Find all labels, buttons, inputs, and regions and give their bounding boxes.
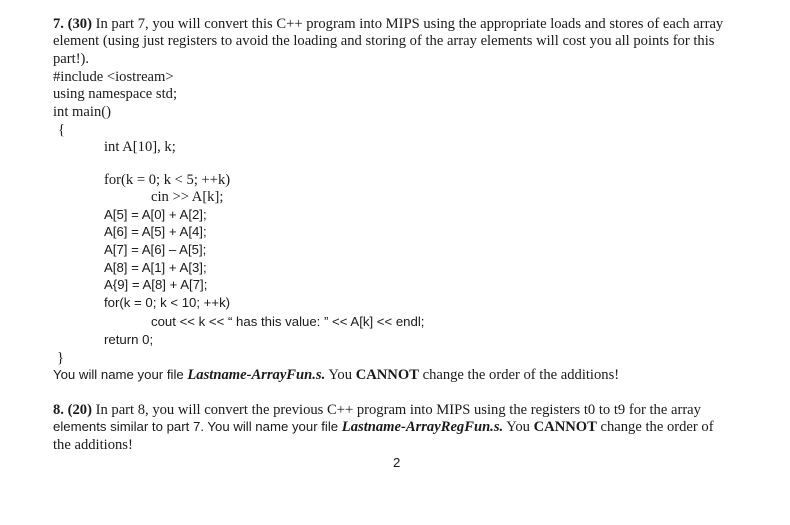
q8-line-1 [53,402,701,418]
q8-line-3: the additions! [53,437,133,453]
q7-line-3: part!). [53,51,90,67]
q7-cannot: CANNOT [355,367,419,383]
q7-closing-mid: You [325,367,356,383]
page-number: 2 [393,455,401,470]
code-close-brace: } [57,350,65,366]
code-assign-a7: A[7] = A[6] – A[5]; [104,242,207,257]
q7-closing-suffix: change the order of the additions! [418,367,620,383]
code-cout: cout << k << “ has this value: ” << A[k] << endl; [151,314,425,329]
code-assign-a9: A{9] = A[8] + A[7]; [104,277,208,292]
q8-number: 8. [53,402,64,418]
q8-line-2 [53,419,714,435]
code-assign-a6: A[6] = A[5] + A[4]; [104,224,207,239]
code-for-loop-1: for(k = 0; k < 5; ++k) [104,172,231,188]
q7-number: 7. [53,16,64,32]
code-main: int main() [53,104,111,120]
q8-points: (20) [67,402,92,418]
q7-closing-line [53,367,619,383]
q8-text-2-suffix: change the order of [596,419,714,435]
code-include: #include <iostream> [53,69,174,85]
q7-filename: Lastname-ArrayFun.s. [187,367,326,383]
code-assign-a5: A[5] = A[0] + A[2]; [104,207,207,222]
q8-text-2-mid: You [503,419,534,435]
q8-filename: Lastname-ArrayRegFun.s. [341,419,504,435]
q7-line-2: element (using just registers to avoid the loading and storing of the array elements will cost you all points for this [53,33,715,49]
q7-text-1: In part 7, you will convert this C++ program into MIPS using the appropriate loads and stores of each array [91,16,724,32]
q7-points: (30) [67,16,92,32]
q7-closing-prefix: You will name your file [53,367,188,382]
q8-text-2-prefix: elements similar to part 7. You will name your file [53,419,342,434]
q7-line-1 [53,16,723,32]
q8-cannot: CANNOT [533,419,597,435]
code-return: return 0; [104,332,154,347]
code-namespace: using namespace std; [53,86,178,102]
code-assign-a8: A[8] = A[1] + A[3]; [104,260,207,275]
code-open-brace: { [58,122,66,138]
q8-text-1: In part 8, you will convert the previous C++ program into MIPS using the registers t0 to t9 for the array [91,402,701,418]
code-declaration: int A[10], k; [104,139,176,155]
code-cin: cin >> A[k]; [151,189,224,205]
code-for-loop-2: for(k = 0; k < 10; ++k) [104,295,231,310]
